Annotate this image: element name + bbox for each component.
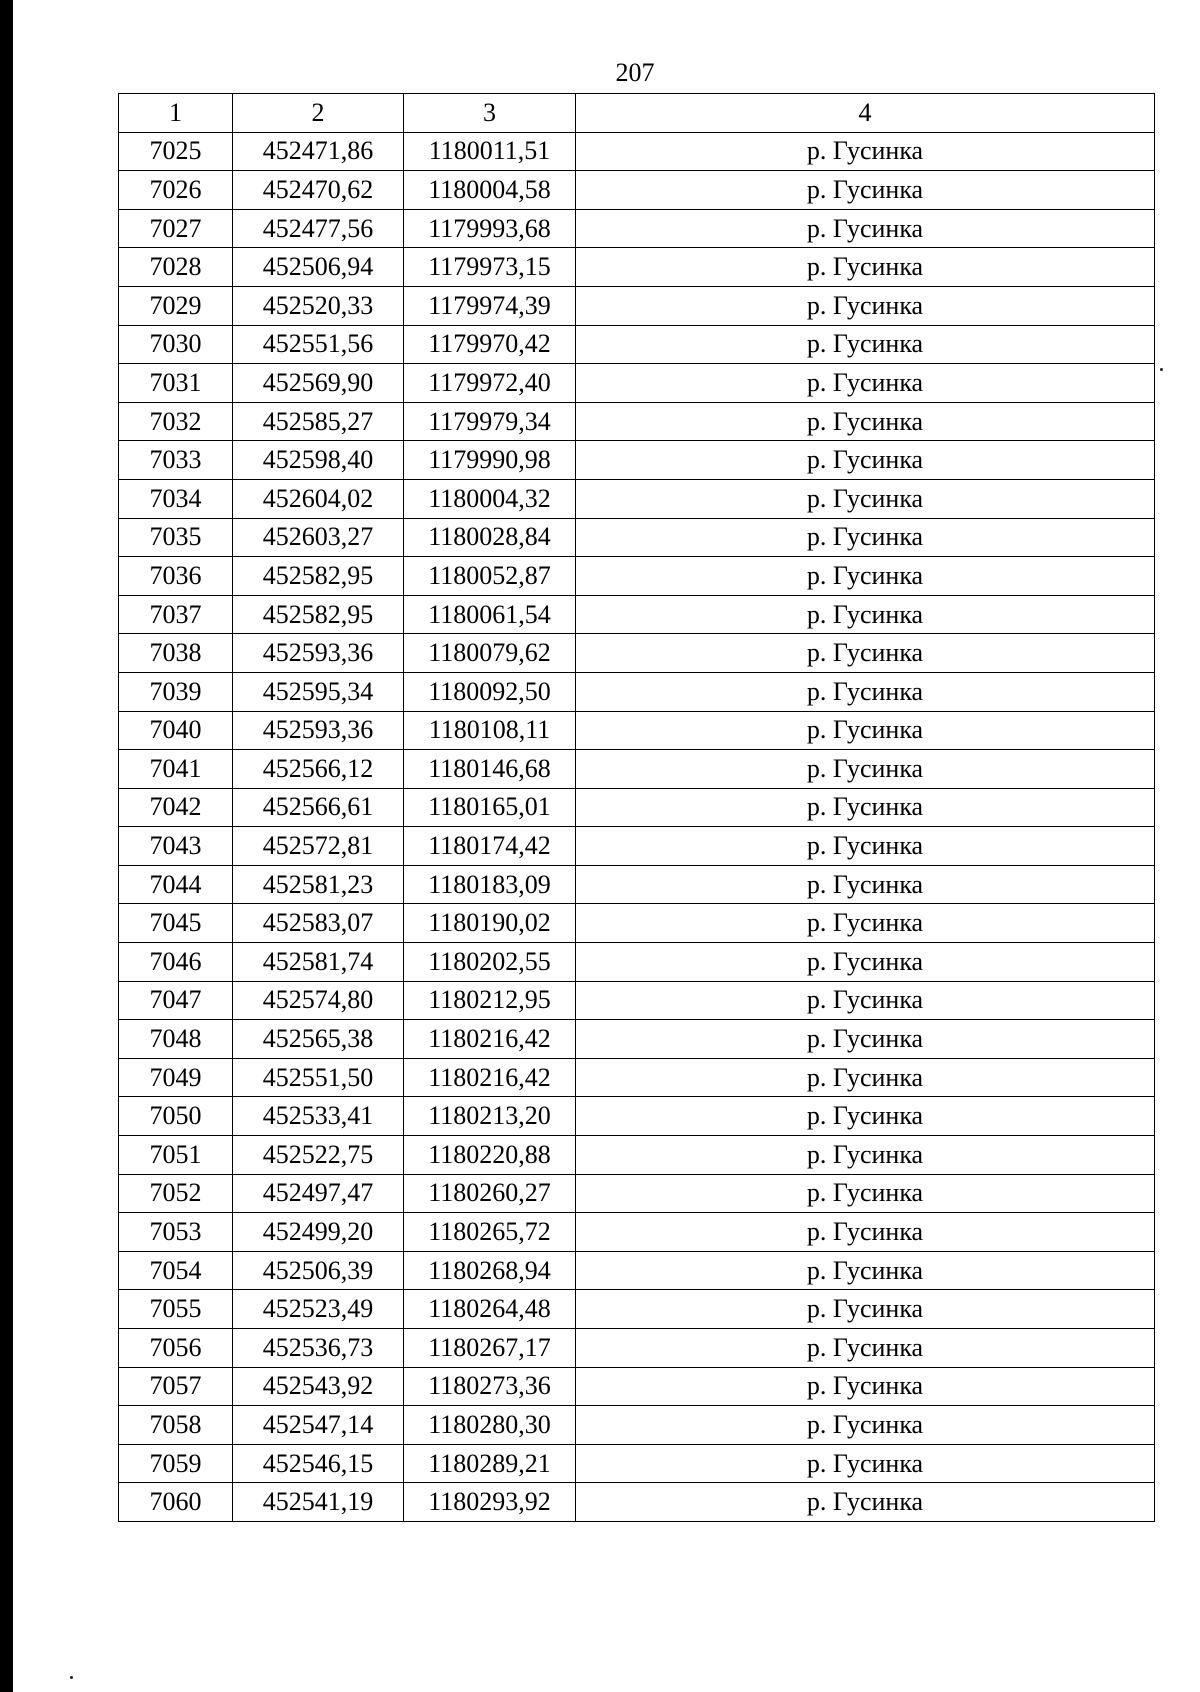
scan-speck <box>70 1676 73 1679</box>
point-number-cell: 7042 <box>119 788 233 827</box>
description-cell: р. Гусинка <box>576 325 1155 364</box>
x-coordinate-cell: 452593,36 <box>233 711 404 750</box>
table-row <box>119 1329 1155 1368</box>
x-coordinate-cell: 452506,94 <box>233 248 404 287</box>
column-header-3: 3 <box>404 94 576 133</box>
table-body <box>119 132 1155 1521</box>
description-cell: р. Гусинка <box>576 788 1155 827</box>
x-coordinate-cell: 452604,02 <box>233 479 404 518</box>
y-coordinate-cell: 1180202,55 <box>404 943 576 982</box>
point-number-cell: 7028 <box>119 248 233 287</box>
page-number: 207 <box>615 58 655 87</box>
table-row <box>119 1136 1155 1175</box>
point-number-cell: 7039 <box>119 672 233 711</box>
y-coordinate-cell: 1180289,21 <box>404 1444 576 1483</box>
description-cell: р. Гусинка <box>576 1058 1155 1097</box>
description-cell: р. Гусинка <box>576 1251 1155 1290</box>
point-number-cell: 7036 <box>119 557 233 596</box>
description-cell: р. Гусинка <box>576 1367 1155 1406</box>
scan-edge-bar <box>0 0 13 1692</box>
description-cell: р. Гусинка <box>576 248 1155 287</box>
y-coordinate-cell: 1180183,09 <box>404 865 576 904</box>
x-coordinate-cell: 452598,40 <box>233 441 404 480</box>
description-cell: р. Гусинка <box>576 943 1155 982</box>
y-coordinate-cell: 1180052,87 <box>404 557 576 596</box>
description-cell: р. Гусинка <box>576 132 1155 171</box>
table-row <box>119 1444 1155 1483</box>
x-coordinate-cell: 452583,07 <box>233 904 404 943</box>
point-number-cell: 7025 <box>119 132 233 171</box>
description-cell: р. Гусинка <box>576 1174 1155 1213</box>
column-header-1: 1 <box>119 94 233 133</box>
x-coordinate-cell: 452551,50 <box>233 1058 404 1097</box>
description-cell: р. Гусинка <box>576 750 1155 789</box>
point-number-cell: 7033 <box>119 441 233 480</box>
x-coordinate-cell: 452582,95 <box>233 595 404 634</box>
x-coordinate-cell: 452551,56 <box>233 325 404 364</box>
table-row <box>119 1251 1155 1290</box>
x-coordinate-cell: 452603,27 <box>233 518 404 557</box>
description-cell: р. Гусинка <box>576 1213 1155 1252</box>
y-coordinate-cell: 1180280,30 <box>404 1406 576 1445</box>
description-cell: р. Гусинка <box>576 1020 1155 1059</box>
coordinates-table <box>118 93 1155 1522</box>
x-coordinate-cell: 452595,34 <box>233 672 404 711</box>
x-coordinate-cell: 452470,62 <box>233 171 404 210</box>
description-cell: р. Гусинка <box>576 1483 1155 1522</box>
table-row <box>119 1213 1155 1252</box>
description-cell: р. Гусинка <box>576 557 1155 596</box>
point-number-cell: 7052 <box>119 1174 233 1213</box>
description-cell: р. Гусинка <box>576 595 1155 634</box>
point-number-cell: 7032 <box>119 402 233 441</box>
y-coordinate-cell: 1180268,94 <box>404 1251 576 1290</box>
description-cell: р. Гусинка <box>576 1290 1155 1329</box>
point-number-cell: 7060 <box>119 1483 233 1522</box>
y-coordinate-cell: 1179990,98 <box>404 441 576 480</box>
description-cell: р. Гусинка <box>576 1329 1155 1368</box>
y-coordinate-cell: 1180213,20 <box>404 1097 576 1136</box>
point-number-cell: 7047 <box>119 981 233 1020</box>
x-coordinate-cell: 452499,20 <box>233 1213 404 1252</box>
column-header-4: 4 <box>576 94 1155 133</box>
table-row <box>119 1174 1155 1213</box>
y-coordinate-cell: 1180028,84 <box>404 518 576 557</box>
x-coordinate-cell: 452477,56 <box>233 209 404 248</box>
description-cell: р. Гусинка <box>576 171 1155 210</box>
point-number-cell: 7050 <box>119 1097 233 1136</box>
table-row <box>119 402 1155 441</box>
table-row <box>119 209 1155 248</box>
description-cell: р. Гусинка <box>576 634 1155 673</box>
y-coordinate-cell: 1180260,27 <box>404 1174 576 1213</box>
y-coordinate-cell: 1180265,72 <box>404 1213 576 1252</box>
table-row <box>119 132 1155 171</box>
table-row <box>119 325 1155 364</box>
point-number-cell: 7054 <box>119 1251 233 1290</box>
description-cell: р. Гусинка <box>576 209 1155 248</box>
point-number-cell: 7027 <box>119 209 233 248</box>
y-coordinate-cell: 1180267,17 <box>404 1329 576 1368</box>
y-coordinate-cell: 1180004,32 <box>404 479 576 518</box>
x-coordinate-cell: 452546,15 <box>233 1444 404 1483</box>
description-cell: р. Гусинка <box>576 711 1155 750</box>
table-row <box>119 286 1155 325</box>
y-coordinate-cell: 1179993,68 <box>404 209 576 248</box>
description-cell: р. Гусинка <box>576 441 1155 480</box>
description-cell: р. Гусинка <box>576 904 1155 943</box>
y-coordinate-cell: 1179972,40 <box>404 364 576 403</box>
description-cell: р. Гусинка <box>576 364 1155 403</box>
y-coordinate-cell: 1179970,42 <box>404 325 576 364</box>
point-number-cell: 7049 <box>119 1058 233 1097</box>
table-row <box>119 364 1155 403</box>
column-header-2: 2 <box>233 94 404 133</box>
x-coordinate-cell: 452543,92 <box>233 1367 404 1406</box>
x-coordinate-cell: 452574,80 <box>233 981 404 1020</box>
description-cell: р. Гусинка <box>576 827 1155 866</box>
point-number-cell: 7035 <box>119 518 233 557</box>
point-number-cell: 7040 <box>119 711 233 750</box>
point-number-cell: 7044 <box>119 865 233 904</box>
point-number-cell: 7043 <box>119 827 233 866</box>
y-coordinate-cell: 1180004,58 <box>404 171 576 210</box>
y-coordinate-cell: 1179979,34 <box>404 402 576 441</box>
x-coordinate-cell: 452523,49 <box>233 1290 404 1329</box>
table-row <box>119 248 1155 287</box>
table-row <box>119 1483 1155 1522</box>
table-row <box>119 1367 1155 1406</box>
description-cell: р. Гусинка <box>576 479 1155 518</box>
x-coordinate-cell: 452533,41 <box>233 1097 404 1136</box>
x-coordinate-cell: 452582,95 <box>233 557 404 596</box>
point-number-cell: 7053 <box>119 1213 233 1252</box>
table-row <box>119 904 1155 943</box>
y-coordinate-cell: 1179974,39 <box>404 286 576 325</box>
x-coordinate-cell: 452547,14 <box>233 1406 404 1445</box>
x-coordinate-cell: 452566,61 <box>233 788 404 827</box>
y-coordinate-cell: 1180165,01 <box>404 788 576 827</box>
x-coordinate-cell: 452506,39 <box>233 1251 404 1290</box>
x-coordinate-cell: 452585,27 <box>233 402 404 441</box>
y-coordinate-cell: 1180061,54 <box>404 595 576 634</box>
table-row <box>119 441 1155 480</box>
point-number-cell: 7029 <box>119 286 233 325</box>
table-row <box>119 1097 1155 1136</box>
x-coordinate-cell: 452497,47 <box>233 1174 404 1213</box>
table-row <box>119 711 1155 750</box>
x-coordinate-cell: 452565,38 <box>233 1020 404 1059</box>
point-number-cell: 7057 <box>119 1367 233 1406</box>
table-row <box>119 1406 1155 1445</box>
x-coordinate-cell: 452520,33 <box>233 286 404 325</box>
x-coordinate-cell: 452572,81 <box>233 827 404 866</box>
point-number-cell: 7056 <box>119 1329 233 1368</box>
description-cell: р. Гусинка <box>576 402 1155 441</box>
point-number-cell: 7034 <box>119 479 233 518</box>
y-coordinate-cell: 1180216,42 <box>404 1020 576 1059</box>
description-cell: р. Гусинка <box>576 865 1155 904</box>
table-row <box>119 981 1155 1020</box>
description-cell: р. Гусинка <box>576 286 1155 325</box>
y-coordinate-cell: 1180216,42 <box>404 1058 576 1097</box>
point-number-cell: 7026 <box>119 171 233 210</box>
x-coordinate-cell: 452522,75 <box>233 1136 404 1175</box>
y-coordinate-cell: 1180092,50 <box>404 672 576 711</box>
table-row <box>119 518 1155 557</box>
point-number-cell: 7037 <box>119 595 233 634</box>
table-row <box>119 672 1155 711</box>
point-number-cell: 7038 <box>119 634 233 673</box>
y-coordinate-cell: 1180190,02 <box>404 904 576 943</box>
point-number-cell: 7058 <box>119 1406 233 1445</box>
y-coordinate-cell: 1180011,51 <box>404 132 576 171</box>
y-coordinate-cell: 1180079,62 <box>404 634 576 673</box>
table-row <box>119 750 1155 789</box>
table-row <box>119 634 1155 673</box>
table-row <box>119 865 1155 904</box>
point-number-cell: 7030 <box>119 325 233 364</box>
description-cell: р. Гусинка <box>576 1444 1155 1483</box>
x-coordinate-cell: 452581,74 <box>233 943 404 982</box>
description-cell: р. Гусинка <box>576 672 1155 711</box>
y-coordinate-cell: 1180220,88 <box>404 1136 576 1175</box>
point-number-cell: 7055 <box>119 1290 233 1329</box>
x-coordinate-cell: 452581,23 <box>233 865 404 904</box>
y-coordinate-cell: 1180174,42 <box>404 827 576 866</box>
table-row <box>119 1020 1155 1059</box>
x-coordinate-cell: 452569,90 <box>233 364 404 403</box>
table-header <box>119 94 1155 133</box>
table-row <box>119 479 1155 518</box>
description-cell: р. Гусинка <box>576 1097 1155 1136</box>
y-coordinate-cell: 1180146,68 <box>404 750 576 789</box>
table-row <box>119 557 1155 596</box>
description-cell: р. Гусинка <box>576 1406 1155 1445</box>
header-row <box>119 94 1155 133</box>
point-number-cell: 7059 <box>119 1444 233 1483</box>
y-coordinate-cell: 1180212,95 <box>404 981 576 1020</box>
scan-speck <box>1160 368 1163 371</box>
x-coordinate-cell: 452593,36 <box>233 634 404 673</box>
x-coordinate-cell: 452541,19 <box>233 1483 404 1522</box>
x-coordinate-cell: 452536,73 <box>233 1329 404 1368</box>
table-row <box>119 595 1155 634</box>
table-row <box>119 827 1155 866</box>
y-coordinate-cell: 1180273,36 <box>404 1367 576 1406</box>
table-row <box>119 788 1155 827</box>
point-number-cell: 7051 <box>119 1136 233 1175</box>
point-number-cell: 7048 <box>119 1020 233 1059</box>
x-coordinate-cell: 452471,86 <box>233 132 404 171</box>
description-cell: р. Гусинка <box>576 518 1155 557</box>
x-coordinate-cell: 452566,12 <box>233 750 404 789</box>
description-cell: р. Гусинка <box>576 981 1155 1020</box>
point-number-cell: 7041 <box>119 750 233 789</box>
y-coordinate-cell: 1179973,15 <box>404 248 576 287</box>
point-number-cell: 7031 <box>119 364 233 403</box>
table-row <box>119 1058 1155 1097</box>
point-number-cell: 7045 <box>119 904 233 943</box>
table-row <box>119 943 1155 982</box>
table-row <box>119 1290 1155 1329</box>
y-coordinate-cell: 1180108,11 <box>404 711 576 750</box>
y-coordinate-cell: 1180293,92 <box>404 1483 576 1522</box>
point-number-cell: 7046 <box>119 943 233 982</box>
y-coordinate-cell: 1180264,48 <box>404 1290 576 1329</box>
description-cell: р. Гусинка <box>576 1136 1155 1175</box>
table-row <box>119 171 1155 210</box>
